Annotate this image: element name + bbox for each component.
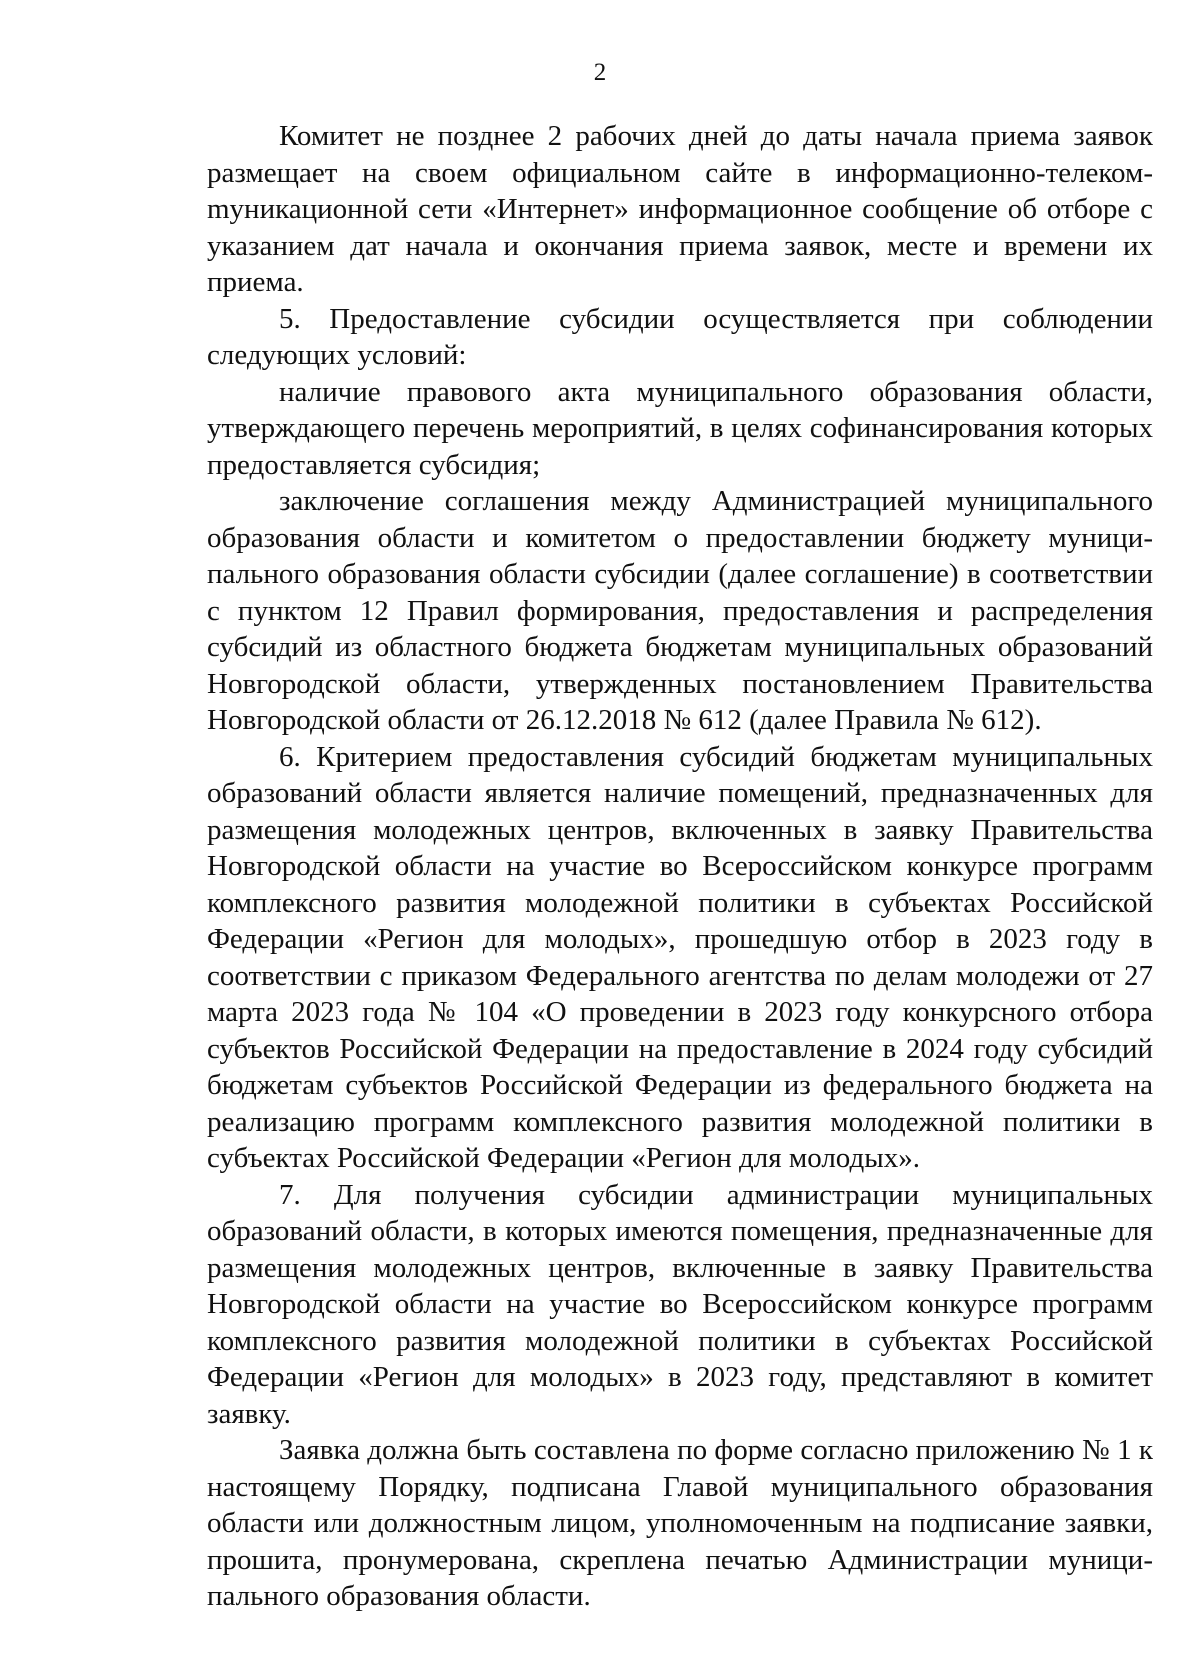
paragraph-item-5: 5. Предоставление субсидии осуществляется при соблюдении следующих условий: (207, 302, 1153, 371)
paragraph-item-6: 6. Критерием предоставления субсидий бюджетам муниципальных образований области является наличие помещений, предназначенных для размещения молодежных центров, включенных в заявку Правительства Новгородской области на участие во Всероссийском конкурсе программ комплексного развития молодежной политики в субъектах Российской Федерации «Регион для молодых», прошедшую отбор в 2023 году в соответствии с приказом Федерального агентства по делам молодежи от 27 марта 2023 года № 104 «О проведении в 2023 году конкурсного отбора субъектов Российской Федерации на предоставление в 2024 году субсидий бюджетам субъектов Российской Федерации из федерального бюджета на реализацию программ комплексного развития молодежной политики в субъектах Российской Федерации «Регион для молодых». (207, 740, 1153, 1174)
page-number: 2 (593, 59, 607, 86)
paragraph-announcement: Комитет не позднее 2 рабочих дней до даты начала приема заявок размещает на своем официальном сайте в информационно-телекомmуникационной сети «Интернет» информационное сообщение об отборе с указанием дат начала и окончания приема заявок, месте и времени их приема. (207, 120, 1153, 298)
paragraph-item-7: 7. Для получения субсидии администрации муниципальных образований области, в которых имеются помещения, предназначенные для размещения молодежных центров, включенные в заявку Правительства Новгородской области на участие во Всероссийском конкурсе программ комплексного развития молодежной политики в субъектах Российской Федерации «Регион для молодых» в 2023 году, представляют в комитет заявку. (207, 1178, 1153, 1430)
paragraph-application-form: Заявка должна быть составлена по форме согласно приложению № 1 к настоящему Порядку, подписана Главой муниципального образования области или должностным лицом, уполномоченным на подписание заявки, прошита, пронумерована, скреплена печатью Администрации муниципального образования области. (207, 1434, 1153, 1612)
paragraph-condition-legal-act: наличие правового акта муниципального образования области, утверждающего перечень мероприятий, в целях софинансирования которых предоставляется субсидия; (207, 375, 1153, 481)
document-body (207, 118, 1153, 1615)
paragraph-condition-agreement: заключение соглашения между Администрацией муниципального образования области и комитетом о предоставлении бюджету муниципального образования области субсидии (далее соглашение) в соответствии с пунктом 12 Правил формирования, предоставления и распределения субсидий из областного бюджета бюджетам муниципальных образований Новгородской области, утвержденных постановлением Правительства Новгородской области от 26.12.2018 № 612 (далее Правила № 612). (207, 485, 1153, 736)
